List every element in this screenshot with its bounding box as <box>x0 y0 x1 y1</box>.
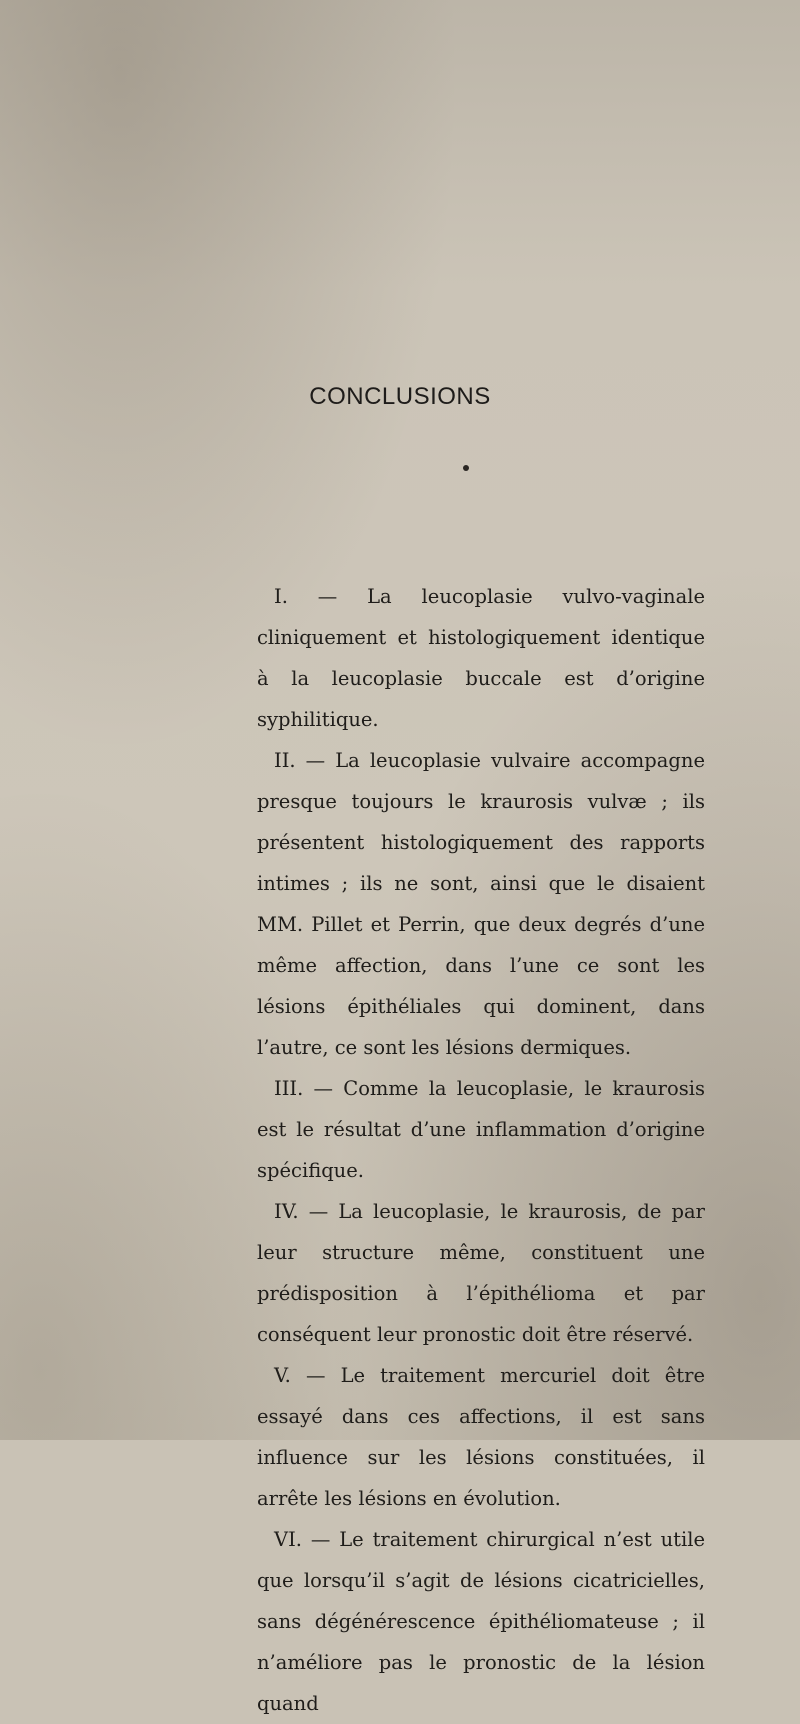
paragraph-3: III. — Comme la leucoplasie, le kraurosis est le résultat d’une inflammation d’origine spécifique. <box>257 1077 705 1182</box>
page-title: CONCLUSIONS <box>309 383 491 410</box>
paragraph-1: I. — La leucoplasie vulvo-vaginale cliniquement et histologiquement identique à la leucoplasie buccale est d’origine syphilitique. <box>257 585 705 731</box>
paragraph-6: VI. — Le traitement chirurgical n’est utile que lorsqu’il s’agit de lésions cicatricielles, sans dégénérescence épithéliomateuse ; il n’améliore pas le pronostic de la lésion quand <box>257 1528 705 1715</box>
paragraph-5: V. — Le traitement mercuriel doit être essayé dans ces affections, il est sans influence sur les lésions constituées, il arrête les lésions en évolution. <box>257 1364 705 1510</box>
conclusions-body <box>257 576 705 1724</box>
paragraph-4: IV. — La leucoplasie, le kraurosis, de par leur structure même, constituent une prédisposition à l’épithélioma et par conséquent leur pronostic doit être réservé. <box>257 1200 705 1346</box>
paragraph-2: II. — La leucoplasie vulvaire accompagne presque toujours le kraurosis vulvæ ; ils présentent histologiquement des rapports intimes ; ils ne sont, ainsi que le disaient MM. Pillet et Perrin, que deux degrés d’une même affection, dans l’une ce sont les lésions épithéliales qui dominent, dans l’autre, ce sont les lésions dermiques. <box>257 749 705 1059</box>
ornament-dot <box>463 465 469 471</box>
